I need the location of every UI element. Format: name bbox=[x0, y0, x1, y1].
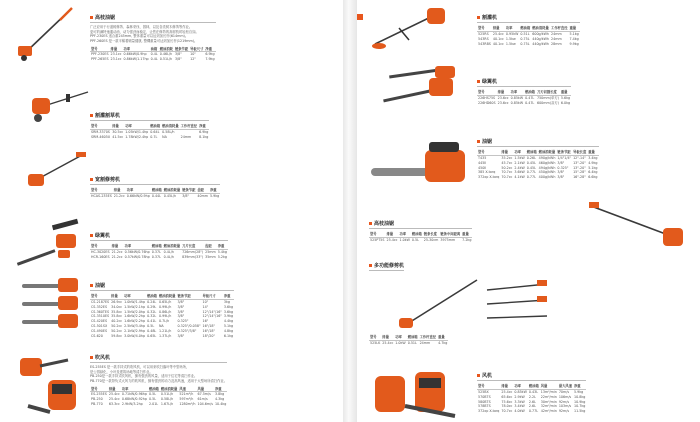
hedge-trimmer-image bbox=[12, 214, 90, 274]
table-row: SRM-3370S 30.5cc 1.05kW/1.4hp 0.64L 0.58L/h 6.9kg bbox=[91, 130, 209, 135]
section-title: 吹风机 bbox=[90, 354, 227, 363]
spec-table: 型号 排量 功率 燃油箱 燃油消耗量 风速 风量 净重 ES-255ES 25.4cc 0.71kW/0.96hp 0.5L 0.51L/h 521m³/h 67.5m/s 3.8kg PB-250 25.4cc 0.68kW/0.92hp 0.5L 0.58L/h 597m³/h 61m/s 4.3kg PB-770 63.3cc 2.9kW/3.2hp 2.01L 1.67L/h 1280m³/h 104.6m/s 10.4kg bbox=[91, 386, 227, 407]
pole-saw-image bbox=[587, 196, 687, 252]
section-title: 割灌机 bbox=[477, 14, 580, 23]
section-blower bbox=[477, 372, 586, 414]
section-desc: 广泛应用于行道树修剪、森林采伐、园林，以及各类树木修剪等作业。 更可的满特速通动油，动力强劲而稳定，让您在修剪的高树枝时轻松自如。 PPF-230ES 适合重245mm, 整体重量可以达到加长杆(614mm)。 PPF-260ES 是一款平稀着刷量健康, 整機重量可达到加长杆(1219mm)。 bbox=[90, 25, 199, 43]
section-title: 高枝油锯 bbox=[90, 14, 216, 23]
table-row: 525LK 25.4cc 1.0kW 0.51L 24mm 4.7kg bbox=[370, 341, 448, 346]
spec-table: 型号 排量 功率 燃油箱 燃油消耗量 工作杆直径 净重 SRM-3370S 30.5cc 1.05kW/1.4hp 0.64L 0.58L/h 6.9kg SRM-4605U 41.5cc 1.78kW/2.4hp 0.7L NA 24mm 8.1kg bbox=[91, 124, 209, 139]
table-row: CS-2187ES 26.9cc 1.0kW/1.4hp 0.24L 0.65L/h 3/8" 10" 3kg bbox=[91, 300, 230, 305]
table-row: 385 X-torq 70.7cc 3.6kW 0.77L 450g/kWh 3/8" 15"-28" 6.4kg bbox=[478, 170, 598, 175]
table-row: HCR-160ES 21.2cc 0.57kW/0.78hp 0.37L 0.4L/h 839mm(33") 35mm 5.2kg bbox=[91, 254, 227, 259]
section-title: 割灌割草机 bbox=[90, 112, 209, 121]
table-row: PPF-230ES 23.1cc 0.66kW/0.9hp 0.4L 0.46L/h 3/8" 10" 6.9kg bbox=[91, 52, 215, 57]
section-multi-table bbox=[369, 334, 448, 346]
table-row: PB-770 63.3cc 2.9kW/3.2hp 2.01L 1.67L/h 1280m³/h 104.6m/s 10.4kg bbox=[91, 402, 227, 407]
brushcutter-image bbox=[369, 4, 449, 54]
table-row: CS-360TES 35.8cc 1.5kW/2.0hp 0.32L 0.86L/h 3/8" 12"/14"/16" 3.6kg bbox=[91, 309, 234, 314]
pole-pruner-image bbox=[26, 150, 88, 190]
spec-table: 型号 排量 功率 燃油箱 燃油消耗量 刀片长度 齿距 净重 HC-3020ES 21.2cc 0.56kW/0.76hp 0.37L 0.4L/h 726mm(28") 25mm 5.4kg HCR-160ES 21.2cc 0.57kW/0.78hp 0.37L 0.4L/h 839mm(33") 35mm 5.2kg bbox=[91, 244, 227, 259]
spec-table: 型号 排量 功率 燃油箱 工作杆直径 重量 525LK 25.4cc 1.0kW 0.51L 24mm 4.7kg bbox=[370, 335, 448, 346]
table-row: HC-3020ES 21.2cc 0.56kW/0.76hp 0.37L 0.4L/h 726mm(28") 25mm 5.4kg bbox=[91, 250, 227, 255]
hedge-trimmer-image bbox=[379, 64, 469, 118]
section-title: 油锯 bbox=[90, 282, 234, 291]
spec-table: 型号 排量 功率 燃油箱 刀刃切割长度 重量 226HS75S 23.6cc 0.85kW 0.47L 750mm(单刃) 5.6kg 226HD60S 23.6cc 0.85kW 0.47L 600mm(双刃) 6.0kg bbox=[478, 90, 571, 105]
spec-table: 型号 排量 功率 燃油箱 燃油消耗量 工作杆直径 重量 525RS 25.4cc 0.95kW 0.51L 600g/kWh 24mm 5.1kg 543RS 40.1cc 1.5kw 0.75L 440g/kWh 24mm 7.4kg 543RBS 40.1cc 1.5kw 0.75L 440g/kWh 28mm 9.9kg bbox=[478, 26, 579, 46]
table-row: 525RS 25.4cc 0.95kW 0.51L 600g/kWh 24mm 5.1kg bbox=[478, 32, 579, 37]
table-row: 543RS 40.1cc 1.5kw 0.75L 440g/kWh 24mm 7.4kg bbox=[478, 36, 579, 41]
table-row: ES-255ES 25.4cc 0.71kW/0.96hp 0.5L 0.51L/h 521m³/h 67.5m/s 3.8kg bbox=[91, 392, 225, 397]
spec-table: 型号 排量 功率 燃油箱 燃油消耗量 链条节距 齿距 净重 HCAS-235ES 21.2cc 0.66kW/0.9hp 0.44L 0.45L/h 3/8" 40mm 5.9kg bbox=[91, 188, 220, 199]
spec-table: 型号 排量 功率 燃油箱 风量 最大风速 净重 525BX 25.4cc 0.85kW 0.43L 13m³/min 70m/s 5.9kg 570BTS 65.6cc 2.9kW 2.2L 22m³/min 106m/s 10.8kg 580BTS 75.6cc 3.3kW 2.6L 30m³/min 92m/s 10.9kg 578BTS 78.0cc 3.4kW 2.6L 32m³/min 103m/s 10.7kg 372xp X-torq 70.7cc 4.0kW 0.77L 42m³/min 92m/s 11.5kg bbox=[478, 384, 586, 414]
table-row: T435 35.2cc 1.5kW 0.26L 490g/kWh 1/4"1/4" 12"-14" 3.4kg bbox=[478, 156, 598, 161]
section-trimmer bbox=[90, 112, 209, 139]
left-page bbox=[8, 0, 343, 422]
section-title: 高枝油锯 bbox=[369, 220, 472, 229]
page-gutter bbox=[343, 0, 357, 422]
section-hedge-trimmer bbox=[90, 232, 228, 259]
table-row: CS-490ES 50.2cc 2.1kW/2.9hp 0.48L 1.21L/h 0.325"/3/8" 16"/18" 4.8kg bbox=[91, 328, 234, 333]
section-chainsaw bbox=[90, 282, 234, 338]
section-title: 宽割修剪机 bbox=[90, 176, 220, 185]
backpack-blower-image bbox=[369, 366, 459, 420]
table-row: 372xp X-torq 70.7cc 4.1kW 0.77L 400g/kWh 3/8" 16"-28" 6.6kg bbox=[478, 175, 598, 180]
table-row: HCAS-235ES 21.2cc 0.66kW/0.9hp 0.44L 0.45L/h 3/8" 40mm 5.9kg bbox=[91, 194, 220, 199]
section-desc: ES-255ES 是一款手持式的吹风机，可以用来吹扫落叶等中型场所， 是公园绿化，小叶及建筑场地等清扫作业。 PB-250是一款手持式吹风机，拥有强劲的风量，适用于住宅等清扫作业。 PB-770是一款背负式大风力的吹风机，拥有强劲的动力及高风速，适用于大型场所清扫作业。 bbox=[90, 365, 228, 383]
table-row: 543RBS 40.1cc 1.5kw 0.75L 440g/kWh 28mm 9.9kg bbox=[478, 41, 579, 46]
table-row: PB-250 25.4cc 0.68kW/0.92hp 0.5L 0.58L/h 597m³/h 61m/s 4.3kg bbox=[91, 397, 225, 402]
right-page bbox=[357, 0, 692, 422]
chainsaw-image bbox=[367, 134, 473, 192]
table-row: 445II 45.7cc 2.1kW 0.45L 460g/kWh 3/8" 13"-20" 4.9kg bbox=[478, 160, 598, 165]
chainsaws-image bbox=[18, 276, 90, 334]
table-row: 570BTS 65.6cc 2.9kW 2.2L 22m³/min 106m/s 10.8kg bbox=[478, 394, 586, 399]
table-row: CS-620 59.8cc 3.0kW/4.0hp 0.65L 1.37L/h 3/8" 18"/20" 6.1kg bbox=[91, 333, 234, 338]
section-brushcutter bbox=[477, 14, 580, 46]
table-row: CS-3510ES 35.8cc 1.6kW/2.2hp 0.32L 0.99L/h 3/8" 12"/14"/16" 3.9kg bbox=[91, 314, 234, 319]
section-title: 多功能修剪机 bbox=[369, 262, 404, 271]
table-row: 525PT5S 25.4cc 1.0kW 0.5L 25-30cm 3975mm 7.2kg bbox=[370, 238, 472, 243]
table-row: CS-420ES 40.2cc 1.6kW/2.2hp 0.41L 0.7L/h 0.325" 16" 4.4kg bbox=[91, 319, 234, 324]
table-row: SRM-4605U 41.5cc 1.78kW/2.4hp 0.7L NA 24mm 8.1kg bbox=[91, 134, 209, 139]
section-title: 绿篱机 bbox=[90, 232, 228, 241]
table-row: CS-352ES 34.0cc 1.5kW/2.1hp 0.29L 0.99L/h 3/8" 14" 3.6kg bbox=[91, 304, 234, 309]
table-row: 226HS75S 23.6cc 0.85kW 0.47L 750mm(单刃) 5.6kg bbox=[478, 96, 571, 101]
section-title: 油锯 bbox=[477, 138, 599, 147]
table-row: 578BTS 78.0cc 3.4kW 2.6L 32m³/min 103m/s 10.7kg bbox=[478, 404, 586, 409]
spec-table: 型号 排量 功率 燃油箱 链条长度 链条中间距离 重量 525PT5S 25.4cc 1.0kW 0.5L 25-30cm 3975mm 7.2kg bbox=[370, 232, 472, 243]
section-pole-saw bbox=[369, 220, 472, 243]
section-pole-hedge bbox=[90, 14, 216, 62]
section-title: 风机 bbox=[477, 372, 586, 381]
section-pole-pruner bbox=[90, 176, 220, 199]
pole-hedge-trimmer-image bbox=[14, 6, 74, 66]
table-row: 450II 50.2cc 2.4kW 0.45L 494g/kWh 0.325" 13"-20" 5.1kg bbox=[478, 165, 598, 170]
spec-table: 型号 排量 功率 油箱 燃油消耗 链条节距 导板尺寸 净重 PPF-230ES 23.1cc 0.66kW/0.9hp 0.4L 0.46L/h 3/8" 10" 6.9kg PPF-265ES 23.1cc 0.86kW/1.17hp 0.4L 0.51L/h 3/8" 12" 7.9kg bbox=[91, 46, 215, 62]
table-row: 525BX 25.4cc 0.85kW 0.43L 13m³/min 70m/s 5.9kg bbox=[478, 390, 584, 395]
section-title: 绿篱机 bbox=[477, 78, 571, 87]
corner-mark bbox=[357, 14, 363, 20]
spec-table: 型号 排量 功率 燃油箱 燃油消耗量 链条节距 导板长度 重量 T435 35.2cc 1.5kW 0.26L 490g/kWh 1/4"1/4" 12"-14" 3.4kg 445II 45.7cc 2.1kW 0.45L 460g/kWh 3/8" 13"-20" 4.9kg 450II 50.2cc 2.4kW 0.45L 494g/kWh 0.325" 13"-20" 5.1kg 385 X-torq 70.7cc 3.6kW 0.77L 450g/kWh 3/8" 15"-28" 6.4kg 372xp X-torq 70.7cc 4.1kW 0.77L 400g/kWh 3/8" 16"-28" 6.6kg bbox=[478, 150, 598, 180]
table-row: PPF-265ES 23.1cc 0.86kW/1.17hp 0.4L 0.51L/h 3/8" 12" 7.9kg bbox=[91, 57, 215, 62]
table-row: 226HD60S 23.6cc 0.85kW 0.47L 600mm(双刃) 6.0kg bbox=[478, 100, 571, 105]
brush-trimmer-image bbox=[30, 84, 90, 126]
blowers-image bbox=[18, 352, 88, 420]
table-row: CS-501SX 50.2cc 2.5kW/3.4hp 0.5L NA 0.325"/0.058" 16"/18" 5.1kg bbox=[91, 324, 234, 329]
section-hedge bbox=[477, 78, 571, 105]
table-row: 372xp X-torq 70.7cc 4.0kW 0.77L 42m³/min 92m/s 11.5kg bbox=[478, 409, 586, 414]
multi-tool-image bbox=[397, 270, 557, 334]
table-row: 580BTS 75.6cc 3.3kW 2.6L 30m³/min 92m/s 10.9kg bbox=[478, 399, 586, 404]
section-saw bbox=[477, 138, 599, 180]
section-blower bbox=[90, 354, 227, 407]
spec-table: 型号 排量 功率 燃油箱 燃油消耗量 链条节距 导板尺寸 净重 CS-2187ES 26.9cc 1.0kW/1.4hp 0.24L 0.65L/h 3/8" 10" 3kg CS-352ES 34.0cc 1.5kW/2.1hp 0.29L 0.99L/h 3/8" 14" 3.6kg CS-360TES 35.8cc 1.5kW/2.0hp 0.32L 0.86L/h 3/8" 12"/14"/16" 3.6kg CS-3510ES 35.8cc 1.6kW/2.2hp 0.32L 0.99L/h 3/8" 12"/14"/16" 3.9kg CS-420ES 40.2cc 1.6kW/2.2hp 0.41L 0.7L/h 0.325" 16" 4.4kg CS-501SX 50.2cc 2.5kW/3.4hp 0.5L NA 0.325"/0.058" 16"/18" 5.1kg CS-490ES 50.2cc 2.1kW/2.9hp 0.48L 1.21L/h 0.325"/3/8" 16"/18" 4.8kg CS-620 59.8cc 3.0kW/4.0hp 0.65L 1.37L/h 3/8" 18"/20" 6.1kg bbox=[91, 294, 234, 338]
